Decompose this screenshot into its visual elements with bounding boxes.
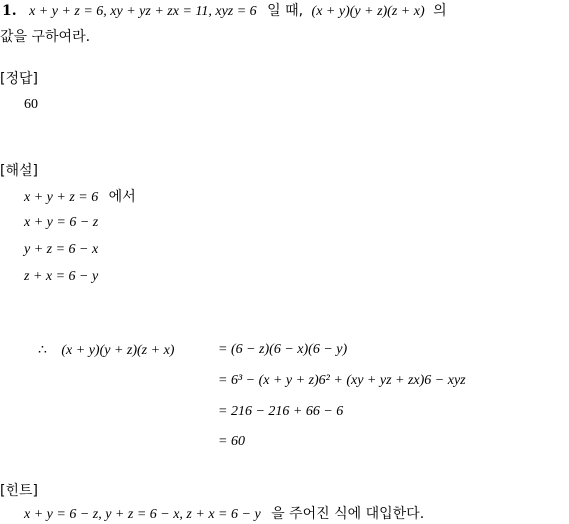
derivation-lhs-expression: (x + y)(y + z)(z + x) (61, 343, 175, 358)
derivation-rhs-3: = 216 − 216 + 66 − 6 (218, 404, 344, 419)
derivation-rhs-1: = (6 − z)(6 − x)(6 − y) (218, 342, 348, 357)
solution-step-1: x + y = 6 − z (24, 215, 99, 230)
hint-equations: x + y = 6 − z, y + z = 6 − x, z + x = 6 − y (24, 507, 261, 522)
problem-condition-suffix: 일 때, (267, 3, 304, 19)
problem-expression: (x + y)(y + z)(z + x) (311, 4, 425, 19)
hint-suffix: 을 주어진 식에 대입한다. (271, 506, 425, 522)
answer-value: 60 (24, 97, 38, 112)
solution-heading: [해설] (0, 163, 38, 179)
problem-line-1 (2, 2, 447, 21)
hint-body (24, 505, 424, 524)
derivation-lhs (38, 341, 174, 360)
answer-heading: [정답] (0, 71, 38, 87)
hint-heading: [힌트] (0, 483, 38, 499)
problem-number: 1. (2, 3, 17, 19)
solution-given-equation: x + y + z = 6 (24, 190, 99, 205)
solution-given-suffix: 에서 (108, 189, 136, 205)
solution-step-3: z + x = 6 − y (24, 269, 99, 284)
therefore-symbol: ∴ (38, 343, 47, 358)
problem-line-2: 값을 구하여라. (0, 29, 91, 45)
solution-given (24, 188, 136, 207)
solution-step-2: y + z = 6 − x (24, 242, 99, 257)
derivation-rhs-4: = 60 (218, 434, 245, 449)
derivation-rhs-2: = 6³ − (x + y + z)6² + (xy + yz + zx)6 − xyz (218, 373, 466, 388)
problem-conditions: x + y + z = 6, xy + yz + zx = 11, xyz = 6 (29, 4, 257, 19)
problem-expression-suffix: 의 (433, 3, 447, 19)
